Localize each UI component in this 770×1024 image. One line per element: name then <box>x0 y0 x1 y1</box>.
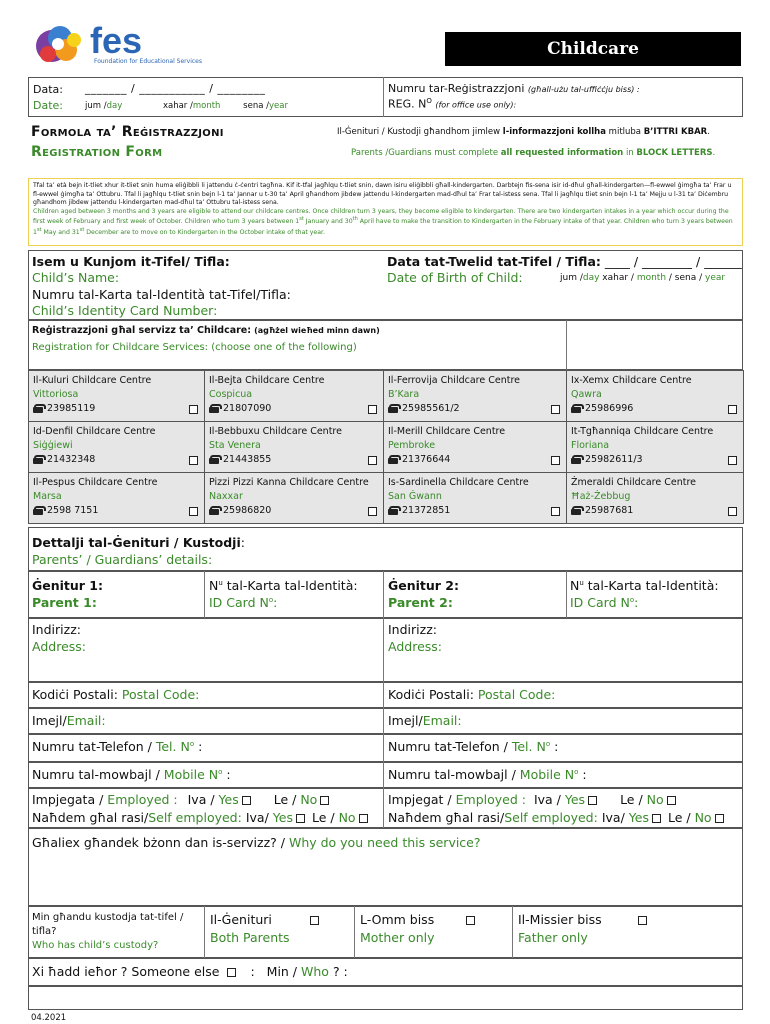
mobile-label-en: Mobile N <box>519 767 575 782</box>
centre-cell[interactable] <box>383 370 567 422</box>
eligibility-mt: Tfal ta’ età bejn it-tliet xhur it-tliet snin huma eliġibbli li jattendu ċ-ċentri tagħna. Kif it-tfal jagħlqu t-tliet snin, dawn isiru eliġibbli għall-kindergarten. Darbtejn fis-sena isir id-dħul għall-kindergarten—fl-ewwel ġimgħa ta’ Frar u fl-ewwel ġimgħa ta’ Ottubru. Tfal li jagħlqu t-tliet snin bejn l-1 ta’ Jannar u t-30 ta’ April għandhom jibdew jattendu l-kindergarten mad-dħul ta’ Frar tal-istess sena. Tfal li jagħlqu tliet snin bejn l-1 ta’ Mejju u l-31 ta’ Diċembru għandhom jibdew jattendu l-kindergarten mad-dħul ta’ Ottubru tal-istess sena. <box>33 182 732 207</box>
reg-note-mt: (għall-użu tal-uffiċċju biss) : <box>527 85 640 94</box>
address-label-en-1: Address: <box>32 639 86 654</box>
child-name-field[interactable] <box>150 268 370 282</box>
custody-mother-checkbox[interactable] <box>466 916 475 925</box>
employed-right-iva: Iva / <box>533 792 561 807</box>
custody-question-mt: Min għandu kustodja tat-tifel / tifla? <box>32 912 184 937</box>
email-label-en: Email: <box>422 713 462 728</box>
centre-name: Is-Sardinella Childcare Centre <box>388 477 529 488</box>
reg-no-sup: O <box>426 97 432 105</box>
centre-name: Il-Bebbuxu Childcare Centre <box>209 426 342 437</box>
parent1-label-mt: Ġenitur 1: <box>32 578 104 593</box>
employed-right-le: Le / <box>620 792 643 807</box>
tel-field-2[interactable] <box>388 739 558 754</box>
form-title-en: Registration Form <box>31 144 163 160</box>
elig-en-e: December are to move on to Kindergarten in the October intake of that year. <box>84 228 325 236</box>
parent2-label-mt: Ġenitur 2: <box>388 578 460 593</box>
reg-note-en: (for office use only): <box>435 100 517 110</box>
centre-cell[interactable] <box>28 472 205 524</box>
centre-name: Il-Kuluri Childcare Centre <box>33 375 152 386</box>
centre-location: B’Kara <box>388 389 420 400</box>
email-row <box>28 708 743 734</box>
self-right-en: Self employed: <box>504 810 598 825</box>
self-left-yes-checkbox[interactable] <box>296 814 305 823</box>
mobile-sup: o <box>218 767 223 776</box>
email-label-mt: Imejl/ <box>32 713 67 728</box>
custody-opt1-mt: Il-Ġenituri <box>210 912 272 927</box>
email-field-1[interactable] <box>32 713 106 728</box>
elig-en-c: April have to make the transition to Kindergarten in the February intake of that year. Children who turn 3 years between 1 <box>33 218 733 236</box>
centre-name: Il-Bejta Childcare Centre <box>209 375 325 386</box>
parent1-id-label-en: ID Card N <box>209 595 269 610</box>
p2-n-sup: u <box>579 578 584 587</box>
self-left-no-checkbox[interactable] <box>359 814 368 823</box>
email-label-mt: Imejl/ <box>388 713 423 728</box>
phone-icon <box>209 404 219 413</box>
email-label-en: Email: <box>66 713 106 728</box>
p1-n-sup: u <box>218 578 223 587</box>
employed-right-mt: Impjegat / <box>388 792 452 807</box>
mobile-label-en: Mobile N <box>163 767 219 782</box>
parent2-id-label-en: ID Card N <box>570 595 630 610</box>
someone-else-checkbox[interactable] <box>227 968 236 977</box>
why-label-en: Why do you need this service? <box>288 835 481 850</box>
services-note-mt: (agħżel wieħed minn dawn) <box>254 326 380 335</box>
centre-name: Ix-Xemx Childcare Centre <box>571 375 692 386</box>
tel-colon: : <box>554 739 559 754</box>
child-name-label-en: Child’s Name: <box>32 270 120 285</box>
centre-checkbox[interactable] <box>728 405 737 414</box>
custody-opt2-en: Mother only <box>360 930 435 945</box>
centre-checkbox[interactable] <box>189 507 198 516</box>
centre-phone: 21432348 <box>47 454 96 465</box>
centre-name: It-Tgħanniqa Childcare Centre <box>571 426 714 437</box>
centre-name: Il-Pespus Childcare Centre <box>33 477 158 488</box>
centre-phone: 23985119 <box>47 403 96 414</box>
centre-checkbox[interactable] <box>368 456 377 465</box>
parent2-label-en: Parent 2: <box>388 595 453 610</box>
phone-icon <box>388 404 398 413</box>
tel-field-1[interactable] <box>32 739 202 754</box>
centre-location: Pembroke <box>388 440 436 451</box>
phone-icon <box>209 506 219 515</box>
why-label-mt: Għaliex għandek bżonn dan is-servizz? / <box>32 835 285 850</box>
centre-location: Sta Venera <box>209 440 261 451</box>
who-label-mt: Min / <box>266 964 298 979</box>
address-label-mt-2: Indirizz: <box>388 622 437 637</box>
centre-cell[interactable] <box>204 370 384 422</box>
mobile-field-1[interactable] <box>32 767 231 782</box>
logo-subtitle: Foundation for Educational Services <box>94 58 202 65</box>
centre-phone: 21443855 <box>223 454 272 465</box>
services-label-en: Registration for Childcare Services: (choose one of the following) <box>32 342 357 353</box>
centre-location: Siġġiewi <box>33 440 73 451</box>
self-right-mt: Naħdem għal rasi/ <box>388 810 505 825</box>
centre-phone: 21372851 <box>402 505 451 516</box>
instructions-en <box>351 148 715 158</box>
tel-label-en: Tel. N <box>155 739 190 754</box>
centre-phone: 2598 7151 <box>47 505 99 516</box>
mobile-colon: : <box>226 767 231 782</box>
self-right-le: Le / <box>667 810 691 825</box>
centre-name: Pizzi Pizzi Kanna Childcare Centre <box>209 477 369 488</box>
self-left-yes: Yes <box>272 810 293 825</box>
parent2-address-field[interactable] <box>388 656 728 678</box>
eligibility-en <box>33 208 738 238</box>
postal-code-field-2[interactable] <box>388 687 555 702</box>
form-version: 04.2021 <box>31 1013 67 1023</box>
self-right-no-checkbox[interactable] <box>715 814 724 823</box>
employed-right-yes-checkbox[interactable] <box>588 796 597 805</box>
centre-location: Marsa <box>33 491 62 502</box>
phone-icon <box>571 455 581 464</box>
parent1-label-en: Parent 1: <box>32 595 97 610</box>
self-left-no: No <box>338 810 356 825</box>
centre-cell[interactable] <box>383 472 567 524</box>
child-dob-field[interactable]: ____ / ________ / ______ <box>604 254 742 269</box>
employed-right-no-checkbox[interactable] <box>667 796 676 805</box>
custody-father-checkbox[interactable] <box>638 916 647 925</box>
centre-location: Floriana <box>571 440 610 451</box>
mobile-label-mt: Numru tal-mowbajl / <box>32 767 160 782</box>
postal-code-label-en: Postal Code: <box>121 687 200 702</box>
centre-location: Cospicua <box>209 389 253 400</box>
centre-phone: 25987681 <box>585 505 634 516</box>
centre-name: Id-Denfil Childcare Centre <box>33 426 156 437</box>
dob-hint-sena: / sena / <box>666 273 703 283</box>
instr-en-bold: all requested information <box>500 148 624 158</box>
parents-section-mt: Dettalji tal-Ġenituri / Kustodji <box>32 535 241 550</box>
eligibility-notice <box>28 178 743 246</box>
phone-icon <box>209 455 219 464</box>
custody-both-checkbox[interactable] <box>310 916 319 925</box>
date-hint-xahar: xahar / <box>162 101 193 111</box>
centre-cell[interactable] <box>566 421 744 473</box>
centre-checkbox[interactable] <box>368 507 377 516</box>
elig-en-sup4: st <box>79 226 85 233</box>
instr-mt-bold2: B’ITTRI KBAR <box>643 127 708 137</box>
dob-hint-xahar: xahar / <box>599 273 634 283</box>
elig-en-sup2: th <box>352 216 358 223</box>
self-left-mt: Naħdem għal rasi/ <box>32 810 149 825</box>
date-label-mt: Data: <box>33 83 63 96</box>
page-title: Childcare <box>547 39 639 59</box>
instr-en-mid: in <box>625 148 634 158</box>
phone-icon <box>388 455 398 464</box>
child-id-field[interactable] <box>210 301 380 315</box>
dob-hint-year: year <box>705 273 726 283</box>
centre-cell[interactable] <box>566 472 744 524</box>
dob-hint-jum: jum / <box>560 273 583 283</box>
parent2-id-label-mt: tal-Karta tal-Identità: <box>587 578 719 593</box>
centre-cell[interactable] <box>204 421 384 473</box>
fes-logo <box>30 20 220 70</box>
instructions-mt <box>337 127 710 137</box>
child-id-label-mt: Numru tal-Karta tal-Identità tat-Tifel/Tifla: <box>32 287 291 302</box>
postal-code-label-mt: Kodiċi Postali: <box>32 687 118 702</box>
p2-n-label: N <box>570 578 580 593</box>
date-hint-day: day <box>106 101 123 111</box>
phone-icon <box>33 506 43 515</box>
centre-cell[interactable] <box>28 421 205 473</box>
self-left-en: Self employed: <box>148 810 242 825</box>
parents-section-colon: : <box>240 535 245 550</box>
employed-left-no-checkbox[interactable] <box>320 796 329 805</box>
parents-section-en: Parents’ / Guardians’ details: <box>32 552 213 567</box>
date-field[interactable]: _______ / ___________ / ________ <box>85 82 266 95</box>
employed-left-en: Employed : <box>107 792 178 807</box>
why-field[interactable] <box>32 856 732 900</box>
date-hint-year: year <box>268 101 288 111</box>
tel-sup: o <box>545 739 551 748</box>
centre-location: Naxxar <box>209 491 243 502</box>
postal-code-field-1[interactable] <box>32 687 199 702</box>
custody-opt2-mt: L-Omm biss <box>360 912 435 927</box>
instr-mt-bold: l-informazzjoni kollha <box>502 127 606 137</box>
centre-phone: 25982611/3 <box>585 454 643 465</box>
custody-opt3-en: Father only <box>518 930 588 945</box>
centre-checkbox[interactable] <box>189 456 198 465</box>
parent1-id-label-mt: tal-Karta tal-Identità: <box>226 578 358 593</box>
employed-left-no: No <box>300 792 318 807</box>
self-left-iva: Iva/ <box>245 810 269 825</box>
self-right-yes: Yes <box>628 810 649 825</box>
centre-checkbox[interactable] <box>551 405 560 414</box>
phone-icon <box>33 455 43 464</box>
employed-left-yes: Yes <box>218 792 239 807</box>
p2-id-colon: : <box>634 595 639 610</box>
centre-checkbox[interactable] <box>728 507 737 516</box>
tel-label-mt: Numru tat-Telefon / <box>32 739 152 754</box>
tel-label-en: Tel. N <box>511 739 546 754</box>
custody-opt1-en: Both Parents <box>210 930 290 945</box>
phone-icon <box>388 506 398 515</box>
who-label-en: Who <box>301 964 329 979</box>
elig-en-a: Children aged between 3 months and 3 years are eligible to attend our childcare centres. Once children turn 3 years, they become eligible to kindergarten. There are two kindergarten intakes in a year which occur during the first week of February and first week of October. Children who turn 3 years between 1 <box>33 207 729 226</box>
self-right-yes-checkbox[interactable] <box>652 814 661 823</box>
centre-checkbox[interactable] <box>551 507 560 516</box>
mobile-field-2[interactable] <box>388 767 587 782</box>
extra-row <box>28 986 743 1010</box>
centre-location: Qawra <box>571 389 602 400</box>
child-dob-label-mt: Data tat-Twelid tat-Tifel / Tifla: <box>387 254 601 269</box>
parent1-address-field[interactable] <box>32 656 372 678</box>
date-hint-jum: jum / <box>85 101 107 111</box>
child-dob-label-en: Date of Birth of Child: <box>387 270 523 285</box>
date-hint-sena: sena / <box>243 101 269 111</box>
phone-icon <box>571 506 581 515</box>
instr-en-pre: Parents /Guardians must complete <box>351 148 499 158</box>
instr-mt-mid: mitluba <box>608 127 641 137</box>
centre-location: Ħaż-Żebbug <box>571 491 631 502</box>
employed-right-yes: Yes <box>564 792 586 807</box>
title-banner <box>445 32 741 66</box>
self-right-iva: Iva/ <box>601 810 625 825</box>
centre-name: Il-Merill Childcare Centre <box>388 426 506 437</box>
centre-phone: 21807090 <box>223 403 272 414</box>
p1-n-label: N <box>209 578 219 593</box>
custody-question-en: Who has child’s custody? <box>32 940 159 951</box>
date-label-en: Date: <box>33 99 63 112</box>
centre-name: Il-Ferrovija Childcare Centre <box>388 375 520 386</box>
centre-phone: 25985561/2 <box>402 403 460 414</box>
reg-no-label: REG. N <box>388 97 427 111</box>
dob-hint-day: day <box>582 273 600 283</box>
postal-code-label-en: Postal Code: <box>477 687 556 702</box>
centre-location: San Ġwann <box>388 491 442 502</box>
someone-else-label: Xi ħadd ieħor ? Someone else <box>32 964 220 979</box>
centre-cell[interactable] <box>566 370 744 422</box>
tel-sup: o <box>189 739 195 748</box>
employed-right-en: Employed : <box>455 792 526 807</box>
p2-id-sup: o <box>629 595 635 604</box>
instr-en-end: . <box>712 148 716 158</box>
centre-checkbox[interactable] <box>551 456 560 465</box>
form-title-mt: Formola ta’ Reġistrazzjoni <box>31 124 224 140</box>
centre-cell[interactable] <box>204 472 384 524</box>
postal-code-label-mt: Kodiċi Postali: <box>388 687 474 702</box>
email-field-2[interactable] <box>388 713 462 728</box>
centre-phone: 25986996 <box>585 403 634 414</box>
date-hint-month: month <box>192 101 221 111</box>
instr-mt-pre: Il-Ġenituri / Kustodji għandhom jimlew <box>337 127 501 137</box>
employed-left-iva: Iva / <box>187 792 215 807</box>
mobile-label-mt: Numru tal-mowbajl / <box>388 767 516 782</box>
custody-opt3-mt: Il-Missier biss <box>518 912 602 927</box>
phone-icon <box>33 404 43 413</box>
p1-id-colon: : <box>273 595 278 610</box>
logo-text: fes <box>90 20 143 61</box>
mobile-sup: o <box>574 767 579 776</box>
address-label-en-2: Address: <box>388 639 442 654</box>
elig-en-sup3: st <box>36 226 42 233</box>
employed-left-le: Le / <box>273 792 297 807</box>
centre-cell[interactable] <box>383 421 567 473</box>
centre-phone: 21376644 <box>402 454 451 465</box>
phone-icon <box>571 404 581 413</box>
tel-colon: : <box>198 739 203 754</box>
employed-left-mt: Impjegata / <box>32 792 104 807</box>
tel-label-mt: Numru tat-Telefon / <box>388 739 508 754</box>
elig-en-d: May and 31 <box>41 228 80 236</box>
employed-right-no: No <box>646 792 664 807</box>
mobile-colon: : <box>582 767 587 782</box>
elig-en-b: January and 30 <box>303 218 353 226</box>
self-right-no: No <box>694 810 712 825</box>
p1-id-sup: o <box>268 595 274 604</box>
centre-checkbox[interactable] <box>189 405 198 414</box>
centre-checkbox[interactable] <box>728 456 737 465</box>
elig-en-sup1: st <box>299 216 304 223</box>
services-label-mt: Reġistrazzjoni għal servizz ta’ Childcare: <box>32 325 252 336</box>
address-label-mt-1: Indirizz: <box>32 622 81 637</box>
centre-phone: 25986820 <box>223 505 272 516</box>
centre-name: Żmeraldi Childcare Centre <box>571 477 696 488</box>
centre-cell[interactable] <box>28 370 205 422</box>
reg-number-label: Numru tar-Reġistrazzjoni <box>388 82 525 95</box>
employed-left-yes-checkbox[interactable] <box>242 796 251 805</box>
centre-checkbox[interactable] <box>368 405 377 414</box>
dob-hint-month: month <box>636 273 667 283</box>
child-id-label-en: Child’s Identity Card Number: <box>32 303 218 318</box>
child-name-label-mt: Isem u Kunjom it-Tifel/ Tifla: <box>32 254 230 269</box>
instr-mt-end: . <box>707 127 710 137</box>
self-left-le: Le / <box>311 810 335 825</box>
instr-en-bold2: BLOCK LETTERS <box>636 148 713 158</box>
centre-location: Vittoriosa <box>33 389 79 400</box>
who-colon: ? : <box>332 964 348 979</box>
